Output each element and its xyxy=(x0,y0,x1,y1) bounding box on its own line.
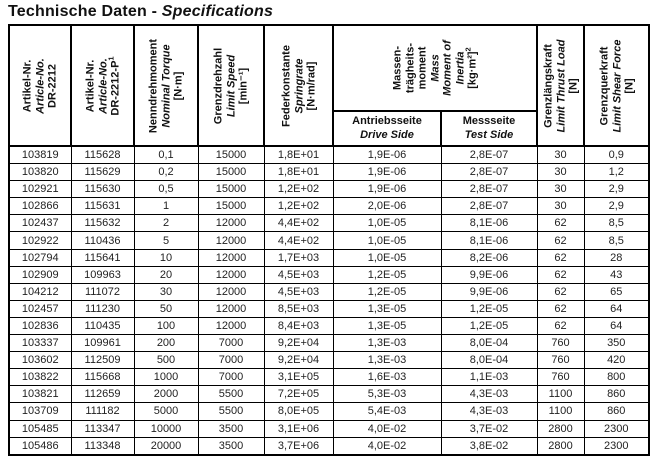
table-cell: 12000 xyxy=(198,300,264,317)
table-cell: 1100 xyxy=(537,386,584,403)
header-article-no-dr2212 xyxy=(9,25,71,146)
table-cell: 860 xyxy=(584,386,649,403)
table-row xyxy=(9,335,649,352)
table-cell: 62 xyxy=(537,283,584,300)
table-row xyxy=(9,283,649,300)
subheader-line: Messseite xyxy=(462,115,516,127)
table-cell: 3500 xyxy=(198,420,264,437)
table-cell: 8,1E-06 xyxy=(441,215,537,232)
table-cell: 103820 xyxy=(9,164,71,181)
header-line: Article-No. xyxy=(33,57,46,114)
table-cell: 1,0E-05 xyxy=(333,232,441,249)
table-cell: 4,4E+02 xyxy=(264,232,333,249)
table-cell: 1,6E-03 xyxy=(333,369,441,386)
table-cell: 1,9E-06 xyxy=(333,146,441,164)
header-line: $[kg\cdot m^2]^2$ xyxy=(463,47,479,89)
table-cell: 4,4E+02 xyxy=(264,215,333,232)
table-cell: 64 xyxy=(584,317,649,334)
table-cell: 8,5 xyxy=(584,232,649,249)
table-cell: 112509 xyxy=(71,352,134,369)
table-cell: 8,4E+03 xyxy=(264,317,333,334)
table-cell: 102437 xyxy=(9,215,71,232)
table-cell: 30 xyxy=(537,198,584,215)
table-cell: 350 xyxy=(584,335,649,352)
table-cell: 2000 xyxy=(134,386,198,403)
table-cell: 113347 xyxy=(71,420,134,437)
table-cell: 10 xyxy=(134,249,198,266)
table-cell: 1,2E+02 xyxy=(264,181,333,198)
header-line: $DR-2212-P^1$ xyxy=(106,55,121,116)
header-line: Artikel-Nr. xyxy=(83,59,96,112)
table-cell: 7000 xyxy=(198,369,264,386)
table-cell: 0,2 xyxy=(134,164,198,181)
table-cell: 100 xyxy=(134,317,198,334)
table-cell: 0,9 xyxy=(584,146,649,164)
table-cell: 115641 xyxy=(71,249,134,266)
header-line: [N] xyxy=(566,77,579,94)
table-cell: 62 xyxy=(537,215,584,232)
table-cell: 1,2 xyxy=(584,164,649,181)
table-cell: 8,0E-04 xyxy=(441,335,537,352)
table-cell: 1,7E+03 xyxy=(264,249,333,266)
table-cell: 1,9E-06 xyxy=(333,164,441,181)
header-line: Federkonstante xyxy=(279,44,292,127)
table-cell: 3,7E+06 xyxy=(264,437,333,455)
table-cell: 8,1E-06 xyxy=(441,232,537,249)
table-cell: 9,2E+04 xyxy=(264,335,333,352)
table-cell: 1,2E-05 xyxy=(441,300,537,317)
table-cell: 2,8E-07 xyxy=(441,146,537,164)
table-cell: 30 xyxy=(537,181,584,198)
table-cell: 102909 xyxy=(9,266,71,283)
table-row xyxy=(9,369,649,386)
table-cell: 3,1E+05 xyxy=(264,369,333,386)
table-cell: 2,0E-06 xyxy=(333,198,441,215)
header-line: [N·m/rad] xyxy=(304,61,317,110)
header-line: Article-No. xyxy=(96,57,109,114)
header-line: [min⁻¹] xyxy=(237,67,250,104)
table-cell: 3,8E-02 xyxy=(441,437,537,455)
table-cell: 4,0E-02 xyxy=(333,420,441,437)
table-cell: 760 xyxy=(537,369,584,386)
table-cell: 1,2E-05 xyxy=(333,283,441,300)
header-nominal-torque xyxy=(134,25,198,146)
table-cell: 0,5 xyxy=(134,181,198,198)
header-mass-moment-of-inertia xyxy=(333,25,537,111)
table-cell: 2,9 xyxy=(584,181,649,198)
table-cell: 2,8E-07 xyxy=(441,181,537,198)
table-row xyxy=(9,181,649,198)
table-cell: 105486 xyxy=(9,437,71,455)
header-line: Nominal Torque xyxy=(159,43,172,128)
table-cell: 2800 xyxy=(537,420,584,437)
table-cell: 62 xyxy=(537,300,584,317)
table-cell: 1,1E-03 xyxy=(441,369,537,386)
table-cell: 9,2E+04 xyxy=(264,352,333,369)
header-line: Grenzdrehzahl xyxy=(212,47,225,124)
table-cell: 50 xyxy=(134,300,198,317)
table-cell: 102921 xyxy=(9,181,71,198)
subheader-line: Antriebsseite xyxy=(352,115,422,127)
spec-table xyxy=(8,24,650,456)
table-cell: 12000 xyxy=(198,266,264,283)
table-cell: 760 xyxy=(537,352,584,369)
table-cell: 1,3E-03 xyxy=(333,335,441,352)
table-cell: 2300 xyxy=(584,437,649,455)
table-cell: 62 xyxy=(537,232,584,249)
page-title xyxy=(8,3,653,21)
table-cell: 1,8E+01 xyxy=(264,164,333,181)
table-cell: 105485 xyxy=(9,420,71,437)
table-cell: 7,2E+05 xyxy=(264,386,333,403)
table-cell: 8,5 xyxy=(584,215,649,232)
table-cell: 2,8E-07 xyxy=(441,198,537,215)
page-title-main: Technische Daten - xyxy=(8,3,162,20)
header-article-no-dr2212-p xyxy=(71,25,134,146)
header-line: Limit Shear Force xyxy=(610,39,623,132)
table-cell: 1,3E-03 xyxy=(333,352,441,369)
table-cell: 62 xyxy=(537,249,584,266)
table-cell: 1,0E-05 xyxy=(333,249,441,266)
table-cell: 1,8E+01 xyxy=(264,146,333,164)
table-cell: 5 xyxy=(134,232,198,249)
table-cell: 1100 xyxy=(537,403,584,420)
table-cell: 5,4E-03 xyxy=(333,403,441,420)
table-cell: 1,2E-05 xyxy=(333,266,441,283)
table-cell: 3500 xyxy=(198,437,264,455)
table-cell: 7000 xyxy=(198,335,264,352)
table-cell: 5500 xyxy=(198,403,264,420)
table-cell: 2 xyxy=(134,215,198,232)
table-cell: 12000 xyxy=(198,232,264,249)
header-line: Limit Thrust Load xyxy=(554,39,567,132)
table-cell: 111182 xyxy=(71,403,134,420)
table-cell: 5000 xyxy=(134,403,198,420)
table-cell: 12000 xyxy=(198,215,264,232)
table-cell: 9,9E-06 xyxy=(441,283,537,300)
table-cell: 103709 xyxy=(9,403,71,420)
table-cell: 2800 xyxy=(537,437,584,455)
table-cell: 760 xyxy=(537,335,584,352)
header-line: [N·m] xyxy=(172,71,185,100)
header-line: trägheits- xyxy=(403,42,416,94)
page-title-italic: Specifications xyxy=(161,3,274,20)
table-cell: 20 xyxy=(134,266,198,283)
table-cell: 800 xyxy=(584,369,649,386)
header-line: Nenndrehmoment xyxy=(147,38,160,133)
table-cell: 110435 xyxy=(71,317,134,334)
table-cell: 4,5E+03 xyxy=(264,283,333,300)
header-line: Massen- xyxy=(391,45,404,91)
header-limit-speed xyxy=(198,25,264,146)
table-row xyxy=(9,249,649,266)
table-cell: 1,2E-05 xyxy=(441,317,537,334)
table-row xyxy=(9,215,649,232)
table-row xyxy=(9,266,649,283)
table-cell: 30 xyxy=(537,146,584,164)
table-cell: 43 xyxy=(584,266,649,283)
header-line: Inertia xyxy=(453,51,466,85)
table-cell: 4,3E-03 xyxy=(441,403,537,420)
table-cell: 115630 xyxy=(71,181,134,198)
table-cell: 5500 xyxy=(198,386,264,403)
header-limit-shear-force xyxy=(584,25,649,146)
subheader-line: Drive Side xyxy=(360,128,414,141)
table-cell: 4,5E+03 xyxy=(264,266,333,283)
table-row xyxy=(9,146,649,164)
table-cell: 15000 xyxy=(198,164,264,181)
table-row xyxy=(9,232,649,249)
table-cell: 115668 xyxy=(71,369,134,386)
table-cell: 200 xyxy=(134,335,198,352)
table-cell: 103602 xyxy=(9,352,71,369)
table-cell: 15000 xyxy=(198,181,264,198)
table-row xyxy=(9,386,649,403)
table-row xyxy=(9,164,649,181)
table-cell: 109963 xyxy=(71,266,134,283)
table-cell: 4,3E-03 xyxy=(441,386,537,403)
table-cell: 62 xyxy=(537,266,584,283)
table-cell: 102922 xyxy=(9,232,71,249)
table-cell: 64 xyxy=(584,300,649,317)
table-cell: 15000 xyxy=(198,146,264,164)
table-cell: 65 xyxy=(584,283,649,300)
table-row xyxy=(9,317,649,334)
table-cell: 8,0E-04 xyxy=(441,352,537,369)
table-cell: 102794 xyxy=(9,249,71,266)
table-cell: 109961 xyxy=(71,335,134,352)
table-cell: 1000 xyxy=(134,369,198,386)
table-cell: 62 xyxy=(537,317,584,334)
header-line: Springrate xyxy=(292,58,305,114)
header-line: DR-2212 xyxy=(46,63,59,108)
table-cell: 15000 xyxy=(198,198,264,215)
table-cell: 30 xyxy=(134,283,198,300)
table-cell: 12000 xyxy=(198,283,264,300)
table-row xyxy=(9,300,649,317)
table-cell: 1,0E-05 xyxy=(333,215,441,232)
table-cell: 115632 xyxy=(71,215,134,232)
header-limit-thrust-load xyxy=(537,25,584,146)
table-cell: 20000 xyxy=(134,437,198,455)
header-line: Moment of xyxy=(441,40,454,96)
table-cell: 420 xyxy=(584,352,649,369)
table-cell: 115629 xyxy=(71,164,134,181)
table-cell: 2,9 xyxy=(584,198,649,215)
header-line: Grenzquerkraft xyxy=(597,46,610,125)
table-row xyxy=(9,403,649,420)
table-cell: 12000 xyxy=(198,317,264,334)
table-cell: 9,9E-06 xyxy=(441,266,537,283)
table-cell: 1,3E-05 xyxy=(333,300,441,317)
table-cell: 103821 xyxy=(9,386,71,403)
table-cell: 1 xyxy=(134,198,198,215)
table-cell: 7000 xyxy=(198,352,264,369)
table-cell: 10000 xyxy=(134,420,198,437)
header-line: Mass xyxy=(428,54,441,82)
table-cell: 28 xyxy=(584,249,649,266)
footnote-marker: 1 xyxy=(106,55,116,61)
table-cell: 860 xyxy=(584,403,649,420)
table-cell: 115631 xyxy=(71,198,134,215)
table-cell: 102866 xyxy=(9,198,71,215)
table-row xyxy=(9,198,649,215)
table-cell: 2,8E-07 xyxy=(441,164,537,181)
subheader-drive-side xyxy=(333,111,441,146)
spec-table-body xyxy=(9,146,649,455)
subheader-test-side xyxy=(441,111,537,146)
table-cell: 115628 xyxy=(71,146,134,164)
table-cell: 8,0E+05 xyxy=(264,403,333,420)
table-cell: 8,2E-06 xyxy=(441,249,537,266)
table-cell: 103822 xyxy=(9,369,71,386)
header-springrate xyxy=(264,25,333,146)
table-cell: 5,3E-03 xyxy=(333,386,441,403)
table-cell: 110436 xyxy=(71,232,134,249)
subheader-line: Test Side xyxy=(464,128,514,141)
table-row xyxy=(9,420,649,437)
header-line: [N] xyxy=(622,77,635,94)
header-line: Grenzlängskraft xyxy=(541,43,554,128)
table-cell: 112659 xyxy=(71,386,134,403)
table-cell: 1,3E-05 xyxy=(333,317,441,334)
header-line: Limit Speed xyxy=(224,54,237,117)
table-cell: 3,1E+06 xyxy=(264,420,333,437)
header-line: Artikel-Nr. xyxy=(21,59,34,112)
table-cell: 104212 xyxy=(9,283,71,300)
footnote-marker: 2 xyxy=(463,47,473,52)
table-cell: 8,5E+03 xyxy=(264,300,333,317)
table-cell: 0,1 xyxy=(134,146,198,164)
table-cell: 102836 xyxy=(9,317,71,334)
table-cell: 103819 xyxy=(9,146,71,164)
table-cell: 103337 xyxy=(9,335,71,352)
table-cell: 113348 xyxy=(71,437,134,455)
table-cell: 1,2E+02 xyxy=(264,198,333,215)
table-cell: 111230 xyxy=(71,300,134,317)
table-cell: 4,0E-02 xyxy=(333,437,441,455)
table-cell: 1,9E-06 xyxy=(333,181,441,198)
header-line: moment xyxy=(416,46,429,90)
table-row xyxy=(9,437,649,455)
table-row xyxy=(9,352,649,369)
table-cell: 3,7E-02 xyxy=(441,420,537,437)
table-cell: 30 xyxy=(537,164,584,181)
table-cell: 111072 xyxy=(71,283,134,300)
table-cell: 102457 xyxy=(9,300,71,317)
table-cell: 500 xyxy=(134,352,198,369)
table-cell: 2300 xyxy=(584,420,649,437)
table-cell: 12000 xyxy=(198,249,264,266)
